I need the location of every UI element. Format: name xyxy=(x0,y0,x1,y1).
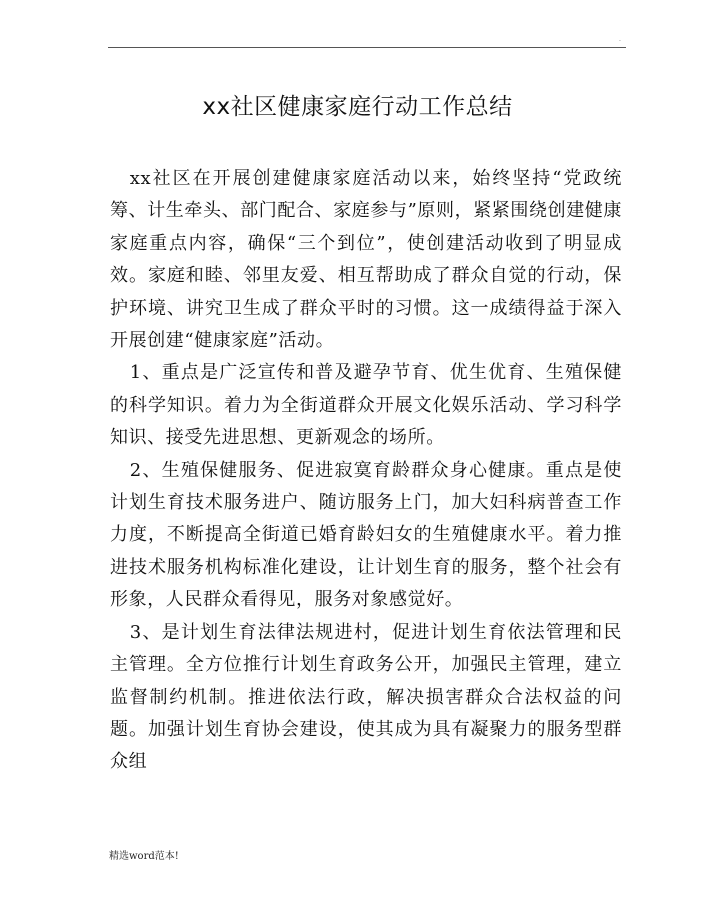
paragraph-item-3: 3、是计划生育法律法规进村，促进计划生育依法管理和民主管理。全方位推行计划生育政务公开，加强民主管理，建立监督制约机制。推进依法行政，解决损害群众合法权益的问题。加强计划生育协会建设，使其成为具有凝聚力的服务型群众组 xyxy=(110,621,622,773)
document-title: xx社区健康家庭行动工作总结 xyxy=(202,94,513,120)
header-mark: . xyxy=(619,36,621,43)
header-divider xyxy=(108,47,626,48)
paragraph-intro: xx社区在开展创建健康家庭活动以来，始终坚持“党政统筹、计生牵头、部门配合、家庭参与”原则，紧紧围绕创建健康家庭重点内容，确保“三个到位”，使创建活动收到了明显成效。家庭和睦、邻里友爱、相互帮助成了群众自觉的行动，保护环境、讲究卫生成了群众平时的习惯。这一成绩得益于深入开展创建“健康家庭”活动。 xyxy=(110,168,622,352)
paragraph-item-1: 1、重点是广泛宣传和普及避孕节育、优生优育、生殖保健的科学知识。着力为全街道群众开展文化娱乐活动、学习科学知识、接受先进思想、更新观念的场所。 xyxy=(110,362,622,449)
footer-note: 精选word范本! xyxy=(109,851,179,862)
paragraph-item-2: 2、生殖保健服务、促进寂寞育龄群众身心健康。重点是使计划生育技术服务进户、随访服务上门，加大妇科病普查工作力度，不断提高全街道已婚育龄妇女的生殖健康水平。着力推进技术服务机构标准化建设，让计划生育的服务，整个社会有形象，人民群众看得见，服务对象感觉好。 xyxy=(110,459,622,611)
document-body xyxy=(110,163,622,779)
